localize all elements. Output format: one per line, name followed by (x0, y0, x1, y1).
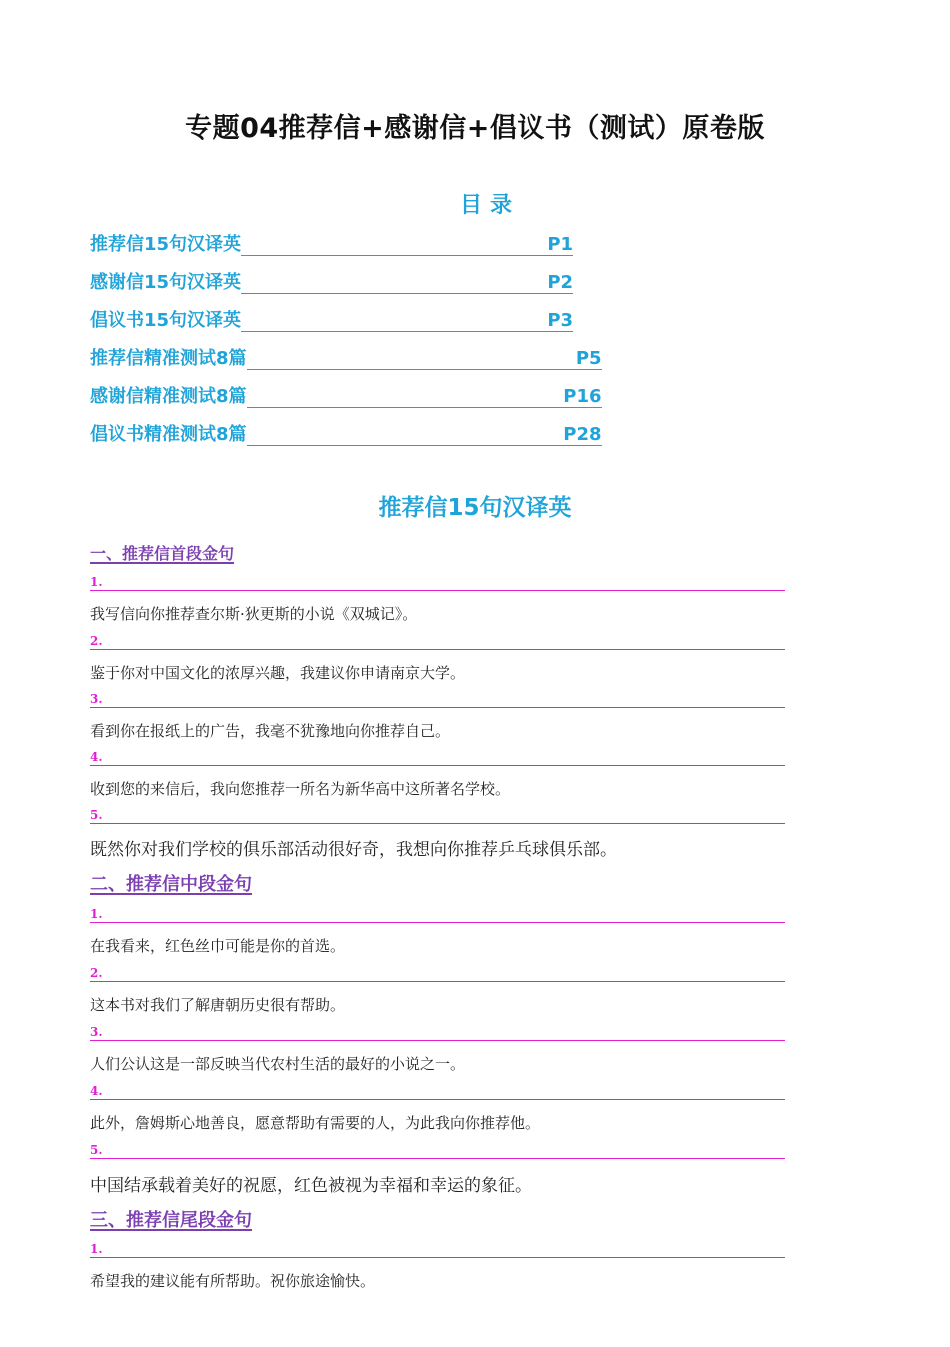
answer-line[interactable] (90, 807, 785, 824)
toc-item[interactable] (90, 230, 586, 256)
toc-leader (247, 349, 602, 370)
toc-leader (247, 387, 602, 408)
toc-item-page: P1 (547, 234, 574, 255)
item-number: 1. (90, 907, 103, 921)
item-number: 1. (90, 1242, 103, 1256)
toc-item[interactable] (90, 268, 586, 294)
chinese-sentence: 既然你对我们学校的俱乐部活动很好奇，我想向你推荐乒乓球俱乐部。 (90, 840, 617, 860)
toc-item-page: P5 (575, 348, 602, 369)
toc-heading: 目录 (459, 193, 520, 218)
toc-item-page: P3 (547, 310, 574, 331)
chinese-sentence: 鉴于你对中国文化的浓厚兴趣，我建议你申请南京大学。 (90, 664, 466, 682)
toc-item-page: P28 (563, 424, 602, 445)
item-number: 3. (90, 692, 103, 706)
toc-item[interactable] (90, 420, 617, 446)
answer-line[interactable] (90, 1241, 785, 1258)
toc-item[interactable] (90, 382, 617, 408)
chinese-sentence: 人们公认这是一部反映当代农村生活的最好的小说之一。 (90, 1055, 466, 1073)
toc-item-label: 倡议书精准测试8篇 (90, 424, 247, 445)
chinese-sentence: 看到你在报纸上的广告，我毫不犹豫地向你推荐自己。 (90, 722, 451, 740)
item-number: 4. (90, 750, 103, 764)
toc-item[interactable] (90, 306, 586, 332)
item-number: 2. (90, 966, 103, 980)
answer-line[interactable] (90, 633, 785, 650)
toc-item[interactable] (90, 344, 617, 370)
toc-leader (247, 425, 602, 446)
answer-line[interactable] (90, 1083, 785, 1100)
item-number: 3. (90, 1025, 103, 1039)
part-heading: 三、推荐信尾段金句 (90, 1210, 252, 1231)
toc-item-label: 感谢信精准测试8篇 (90, 386, 247, 407)
section-title: 推荐信15句汉译英 (378, 495, 572, 521)
answer-line[interactable] (90, 906, 785, 923)
answer-line[interactable] (90, 749, 785, 766)
answer-line[interactable] (90, 965, 785, 982)
chinese-sentence: 收到您的来信后，我向您推荐一所名为新华高中这所著名学校。 (90, 780, 511, 798)
part-heading: 一、推荐信首段金句 (90, 544, 235, 563)
answer-line[interactable] (90, 1142, 785, 1159)
page-title: 专题04推荐信+感谢信+倡议书（测试）原卷版 (185, 113, 765, 144)
item-number: 2. (90, 634, 103, 648)
chinese-sentence: 我写信向你推荐查尔斯·狄更斯的小说《双城记》。 (90, 605, 418, 623)
toc-item-label: 推荐信15句汉译英 (90, 234, 242, 255)
toc-leader (241, 273, 573, 294)
chinese-sentence: 中国结承载着美好的祝愿，红色被视为幸福和幸运的象征。 (90, 1176, 532, 1196)
toc-item-page: P16 (563, 386, 602, 407)
item-number: 5. (90, 808, 103, 822)
item-number: 4. (90, 1084, 103, 1098)
chinese-sentence: 此外，詹姆斯心地善良，愿意帮助有需要的人，为此我向你推荐他。 (90, 1114, 541, 1132)
part-heading: 二、推荐信中段金句 (90, 874, 252, 895)
toc-item-label: 感谢信15句汉译英 (90, 272, 242, 293)
chinese-sentence: 希望我的建议能有所帮助。祝你旅途愉快。 (90, 1272, 376, 1290)
item-number: 1. (90, 575, 103, 589)
chinese-sentence: 在我看来，红色丝巾可能是你的首选。 (90, 937, 346, 955)
toc-item-label: 倡议书15句汉译英 (90, 310, 242, 331)
toc-leader (241, 235, 573, 256)
toc-leader (241, 311, 573, 332)
toc-item-page: P2 (547, 272, 574, 293)
chinese-sentence: 这本书对我们了解唐朝历史很有帮助。 (90, 996, 346, 1014)
item-number: 5. (90, 1143, 103, 1157)
answer-line[interactable] (90, 691, 785, 708)
answer-line[interactable] (90, 574, 785, 591)
answer-line[interactable] (90, 1024, 785, 1041)
toc-item-label: 推荐信精准测试8篇 (90, 348, 247, 369)
